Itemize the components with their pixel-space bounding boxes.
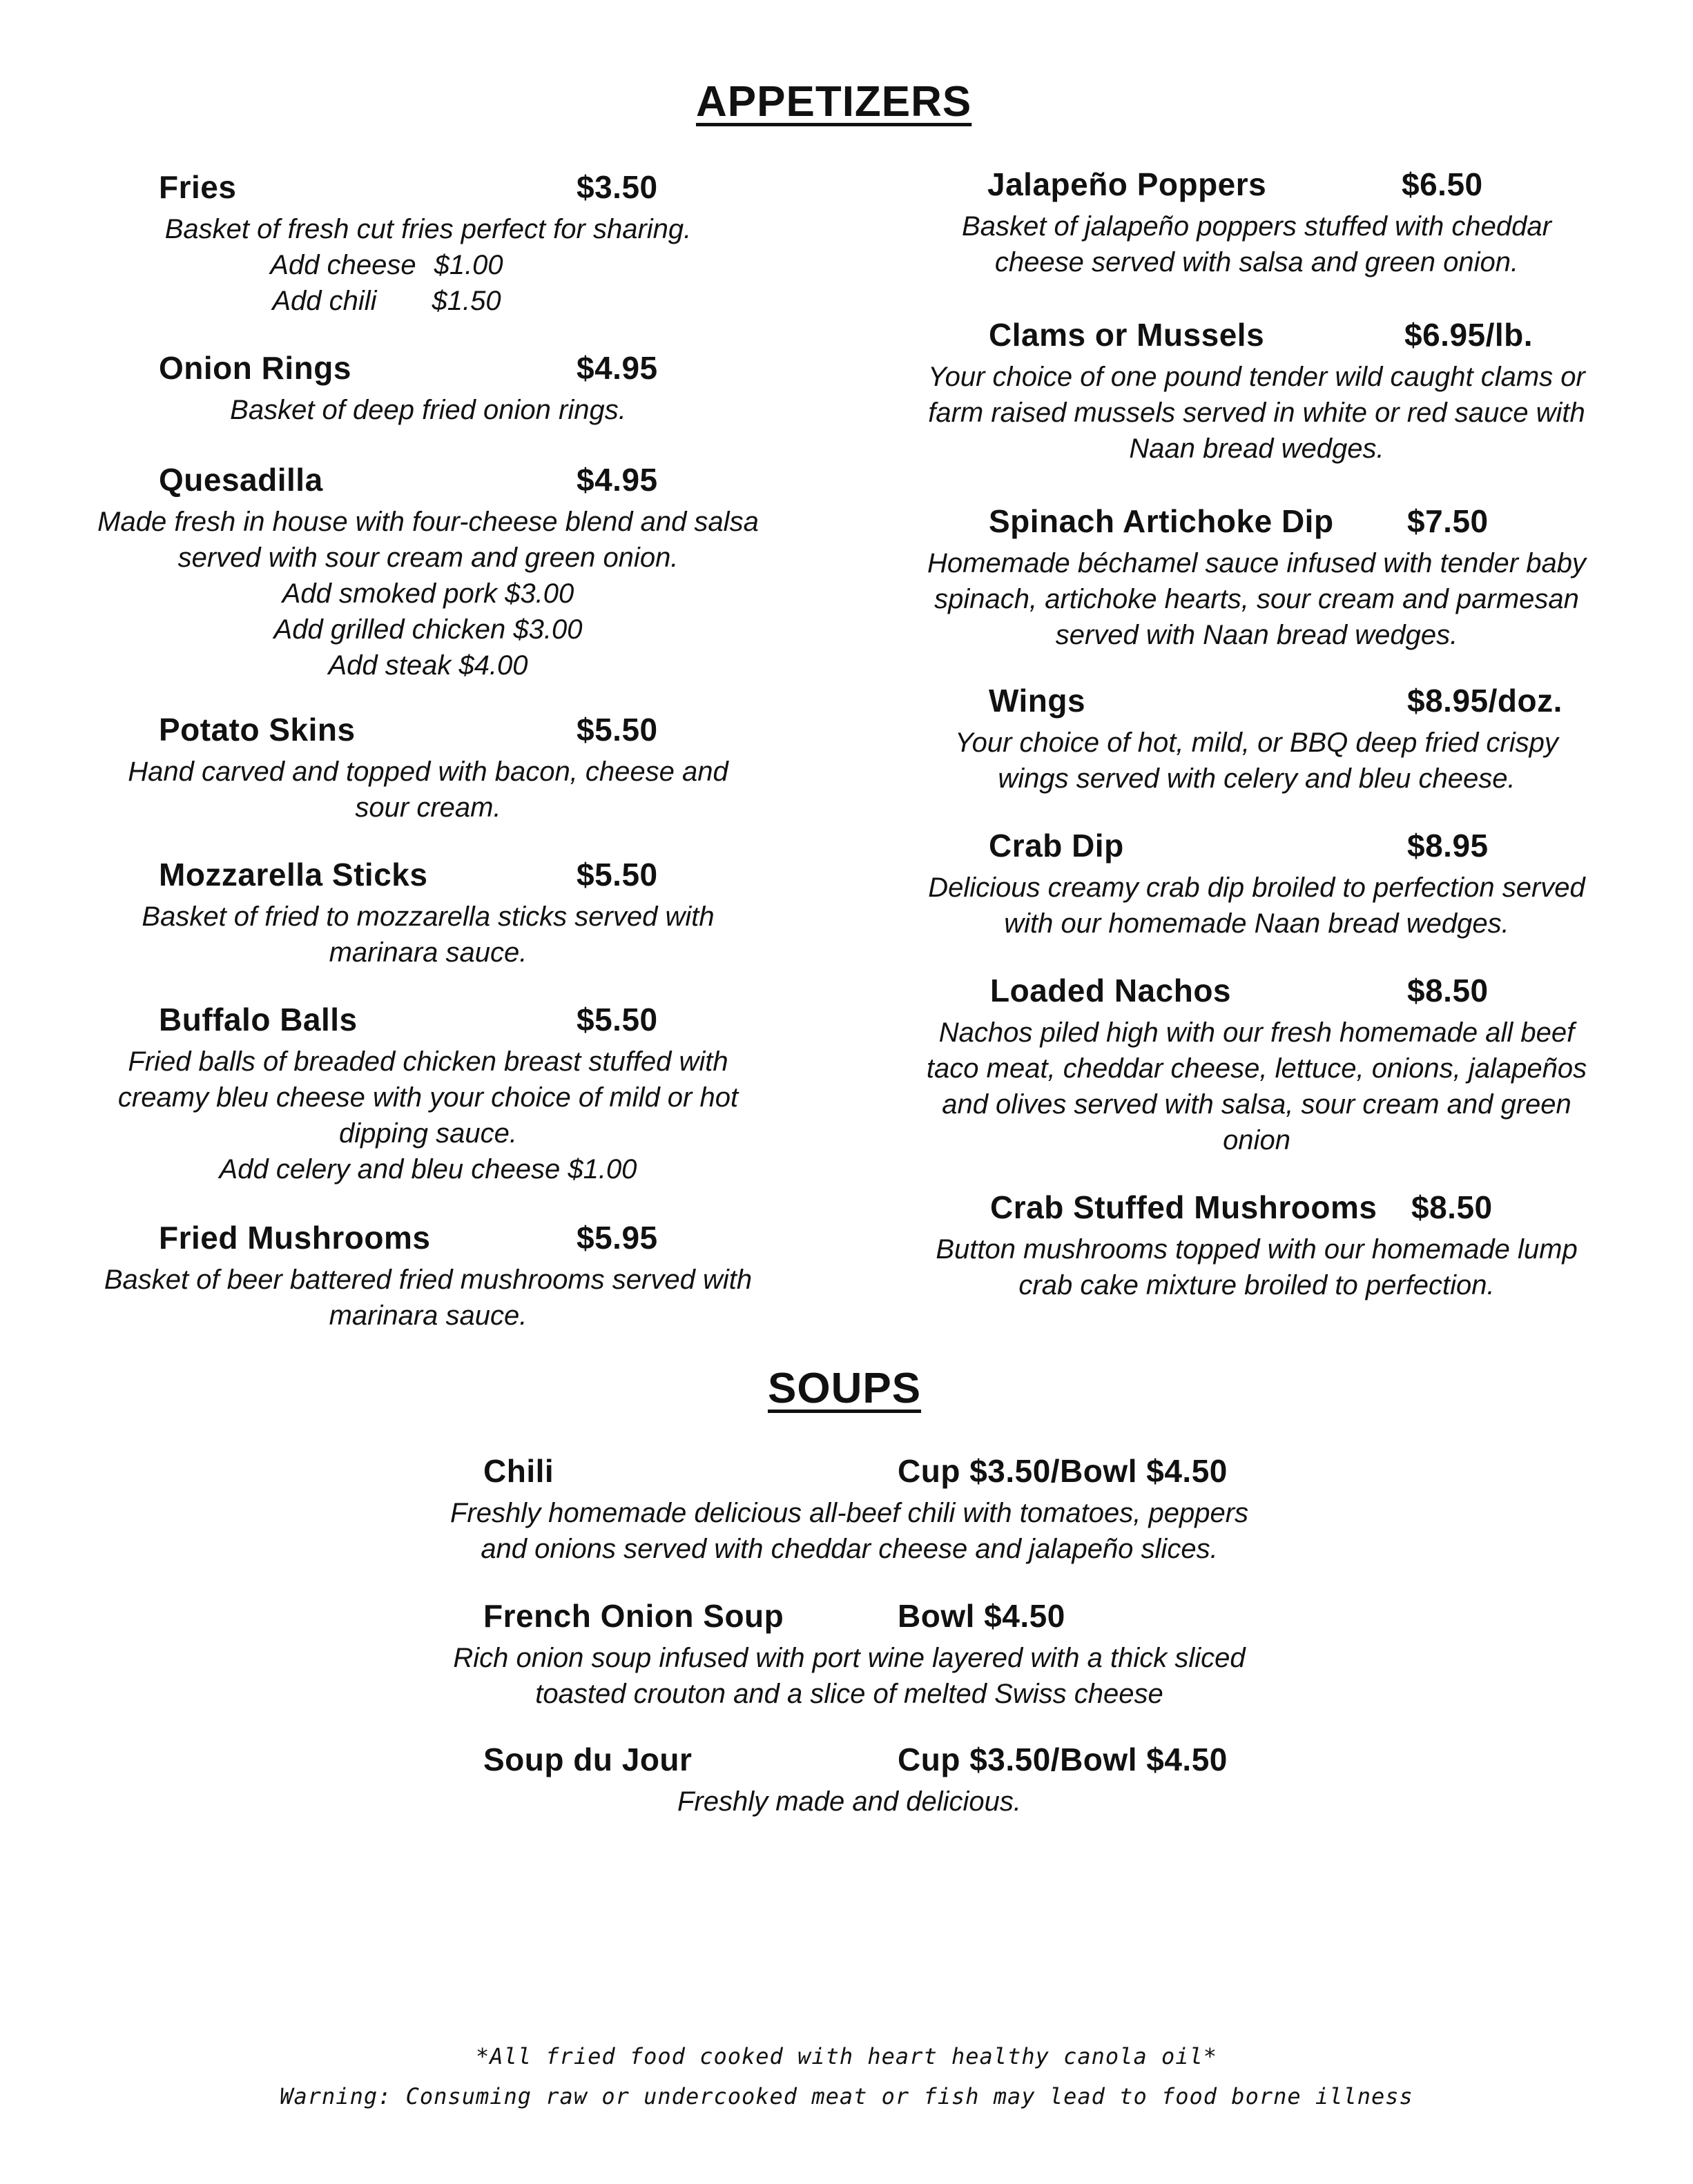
desc-line: Made fresh in house with four-cheese blend and salsa [97,507,759,537]
item-price: $5.50 [577,857,658,893]
item-name: Buffalo Balls [159,1002,358,1037]
item-header [877,1189,1636,1229]
addon-label: Add cheese [270,250,416,280]
item-name: Crab Dip [989,828,1124,864]
item-price: $8.95 [1407,828,1489,864]
item-description [877,725,1636,797]
addon-line: Add smoked pork $3.00 [282,578,574,609]
addon-price: $1.50 [432,286,501,316]
desc-line: Button mushrooms topped with our homemade lump [936,1234,1578,1265]
item-description [359,1640,1339,1712]
desc-line: Freshly made and delicious. [677,1786,1022,1817]
item-description [877,208,1636,280]
item-name: Mozzarella Sticks [159,857,428,893]
food-safety-warning: Warning: Consuming raw or undercooked meat or fish may lead to food borne illness [280,2083,1413,2109]
menu-item-crab-dip [877,827,1636,942]
item-description [877,545,1636,653]
desc-line: crab cake mixture broiled to perfection. [1018,1270,1495,1300]
item-name: Crab Stuffed Mushrooms [990,1189,1377,1225]
item-description [48,211,808,319]
desc-line: Basket of fried to mozzarella sticks served with [142,901,715,932]
desc-line: Homemade béchamel sauce infused with tender baby [927,548,1586,578]
item-header [877,166,1636,206]
menu-item-mozzarella-sticks [48,856,808,971]
item-description [359,1784,1339,1820]
item-header [877,972,1636,1012]
desc-line: Basket of beer battered fried mushrooms served with [104,1265,753,1295]
menu-item-buffalo-balls [48,1001,808,1187]
menu-item-potato-skins [48,711,808,826]
item-header [48,856,808,896]
item-name: Fries [159,169,237,205]
menu-item-spinach-artichoke-dip [877,503,1636,653]
item-price: $8.95/doz. [1407,683,1563,719]
desc-line: Nachos piled high with our fresh homemade all beef [938,1017,1575,1048]
desc-line: and onions served with cheddar cheese and jalapeño slices. [481,1534,1218,1564]
addon-line: Add celery and bleu cheese $1.00 [219,1154,637,1184]
item-name: French Onion Soup [483,1598,784,1634]
menu-item-onion-rings [48,349,808,428]
item-header [359,1741,1339,1781]
item-price: $3.50 [577,169,658,205]
appetizers-title: APPETIZERS [696,78,972,126]
desc-line: with our homemade Naan bread wedges. [1004,908,1509,939]
item-price: Cup $3.50/Bowl $4.50 [898,1453,1228,1489]
item-name: Wings [989,683,1086,719]
item-price: $8.50 [1407,973,1489,1008]
menu-item-fries [48,168,808,319]
item-name: Spinach Artichoke Dip [989,503,1334,539]
item-price: Cup $3.50/Bowl $4.50 [898,1742,1228,1777]
item-name: Chili [483,1453,554,1489]
item-price: $4.95 [577,462,658,498]
item-description [48,1262,808,1334]
item-description [48,754,808,826]
menu-item-loaded-nachos [877,972,1636,1158]
item-header [877,316,1636,356]
item-price: $7.50 [1407,503,1489,539]
item-name: Soup du Jour [483,1742,693,1777]
item-price: $4.95 [577,350,658,386]
menu-item-chili [359,1452,1339,1567]
item-header [359,1597,1339,1637]
addon-label: Add chili [272,286,377,316]
desc-line: toasted crouton and a slice of melted Swiss cheese [535,1679,1163,1709]
item-header [48,168,808,208]
item-name: Potato Skins [159,712,356,748]
item-price: $6.95/lb. [1404,317,1534,353]
item-name: Quesadilla [159,462,323,498]
item-price: $6.50 [1402,166,1483,202]
menu-item-quesadilla [48,461,808,683]
item-description [48,1044,808,1187]
menu-item-jalapeno-poppers [877,166,1636,280]
desc-line: spinach, artichoke hearts, sour cream and parmesan [934,584,1579,614]
item-description [877,359,1636,467]
desc-line: cheese served with salsa and green onion. [994,247,1519,277]
menu-item-wings [877,682,1636,797]
addon-line [48,247,808,283]
menu-item-crab-stuffed-mushrooms [877,1189,1636,1303]
menu-item-fried-mushrooms [48,1219,808,1334]
desc-line: creamy bleu cheese with your choice of mild or hot [117,1082,739,1113]
item-price: $5.95 [577,1220,658,1256]
item-header [877,827,1636,867]
desc-line: served with Naan bread wedges. [1055,620,1458,650]
item-name: Onion Rings [159,350,351,386]
desc-line: Your choice of hot, mild, or BBQ deep fried crispy [955,728,1558,758]
item-description [877,870,1636,942]
desc-line: onion [1223,1125,1290,1156]
item-header [48,1219,808,1259]
addon-line: Add grilled chicken $3.00 [273,614,583,645]
item-description [48,504,808,683]
item-header [359,1452,1339,1492]
item-header [48,711,808,751]
item-name: Loaded Nachos [990,973,1232,1008]
canola-oil-note: *All fried food cooked with heart healthy canola oil* [475,2043,1218,2069]
item-description [48,899,808,971]
desc-line: Your choice of one pound tender wild caught clams or [928,362,1585,392]
item-header [877,682,1636,722]
item-name: Fried Mushrooms [159,1220,431,1256]
desc-line: Basket of fresh cut fries perfect for sharing. [164,214,692,244]
item-price: $5.50 [577,712,658,748]
addon-price: $1.00 [434,250,503,280]
item-description [877,1231,1636,1303]
item-price: Bowl $4.50 [898,1598,1065,1634]
desc-line: served with sour cream and green onion. [177,543,679,573]
menu-item-clams-or-mussels [877,316,1636,467]
item-description [359,1495,1339,1567]
addon-line [48,283,808,319]
desc-line: Basket of jalapeño poppers stuffed with cheddar [962,211,1551,242]
item-description [48,392,808,428]
item-header [48,1001,808,1041]
desc-line: Delicious creamy crab dip broiled to perfection served [928,872,1585,903]
desc-line: taco meat, cheddar cheese, lettuce, onions, jalapeños [926,1053,1587,1084]
desc-line: Rich onion soup infused with port wine layered with a thick sliced [453,1643,1246,1673]
item-header [48,349,808,389]
desc-line: farm raised mussels served in white or red sauce with [928,398,1585,428]
soups-title: SOUPS [768,1365,922,1412]
desc-line: Naan bread wedges. [1129,433,1384,464]
item-header [877,503,1636,543]
desc-line: marinara sauce. [329,1300,528,1331]
menu-item-soup-du-jour [359,1741,1339,1820]
desc-line: Fried balls of breaded chicken breast stuffed with [128,1046,728,1077]
item-price: $5.50 [577,1002,658,1037]
addon-line: Add steak $4.00 [328,650,528,681]
item-description [877,1015,1636,1158]
menu-item-french-onion-soup [359,1597,1339,1712]
item-price: $8.50 [1411,1189,1493,1225]
desc-line: Freshly homemade delicious all-beef chili with tomatoes, peppers [449,1498,1249,1528]
desc-line: and olives served with salsa, sour cream and green [942,1089,1571,1120]
desc-line: sour cream. [355,792,501,823]
desc-line: Basket of deep fried onion rings. [230,395,626,425]
item-name: Clams or Mussels [989,317,1265,353]
item-header [48,461,808,501]
item-name: Jalapeño Poppers [987,166,1267,202]
desc-line: dipping sauce. [339,1118,517,1149]
desc-line: marinara sauce. [329,937,528,968]
desc-line: Hand carved and topped with bacon, cheese and [128,757,728,787]
desc-line: wings served with celery and bleu cheese. [998,763,1516,794]
